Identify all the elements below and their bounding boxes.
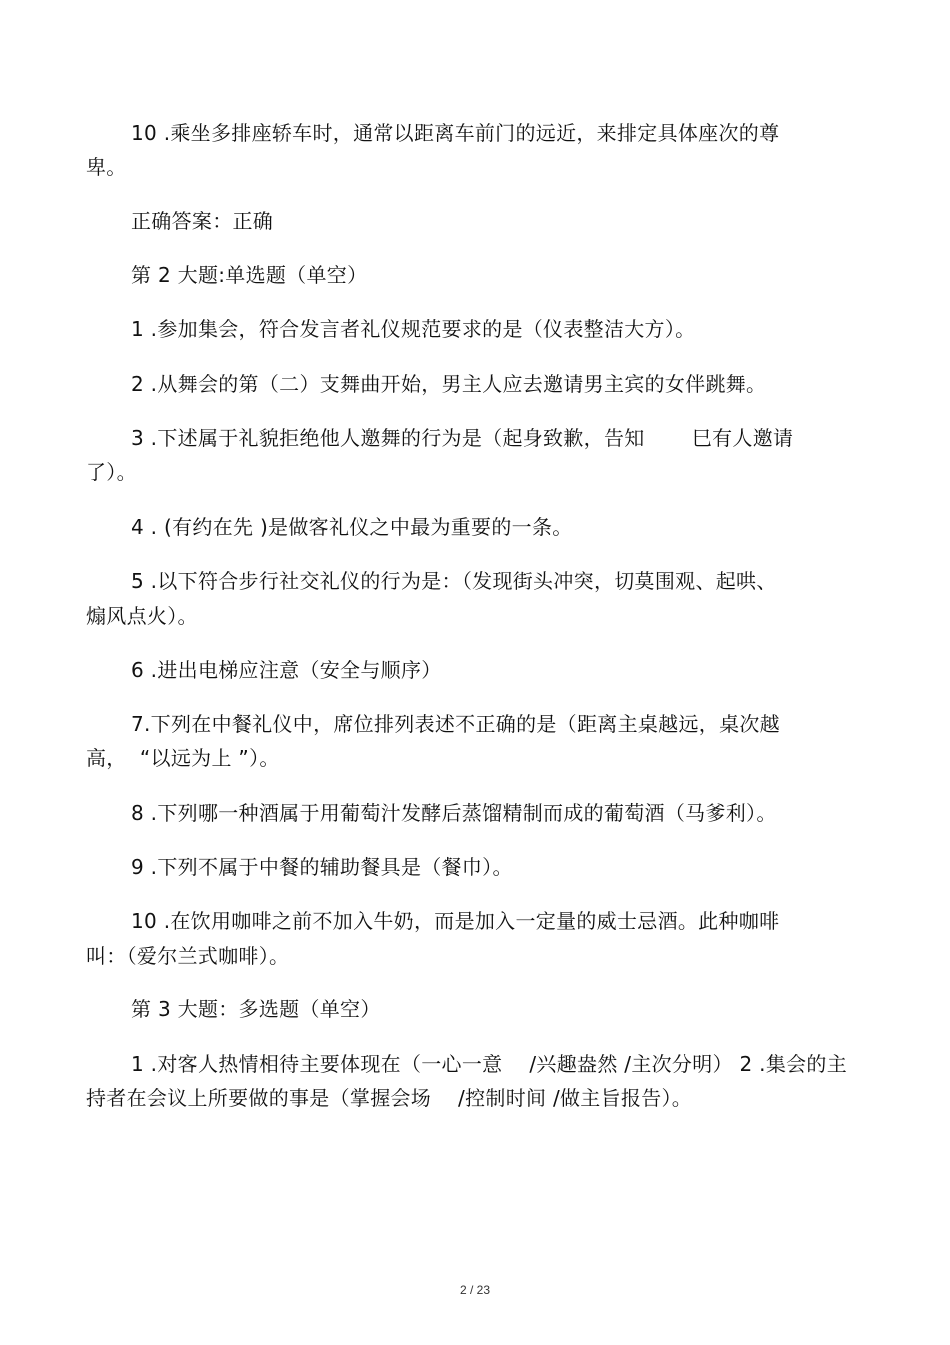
multi-choice-line-2: 持者在会议上所要做的事是（掌握会场 /控制时间 /做主旨报告）。 — [86, 1086, 693, 1110]
single-choice-9: 9 .下列不属于中餐的辅助餐具是（餐巾）。 — [131, 855, 513, 879]
section-2-heading: 第 2 大题:单选题（单空） — [131, 263, 368, 287]
single-choice-6: 6 .进出电梯应注意（安全与顺序） — [131, 658, 442, 682]
question-10-line-1: 10 .乘坐多排座轿车时，通常以距离车前门的远近，来排定具体座次的尊 — [131, 121, 780, 145]
single-choice-10-line-2: 叫：（爱尔兰式咖啡）。 — [86, 944, 290, 968]
single-choice-2: 2 .从舞会的第（二）支舞曲开始，男主人应去邀请男主宾的女伴跳舞。 — [131, 372, 767, 396]
single-choice-4: 4 . (有约在先 )是做客礼仪之中最为重要的一条。 — [131, 515, 573, 539]
single-choice-5-line-2: 煽风点火）。 — [86, 604, 198, 628]
single-choice-7-line-1: 7.下列在中餐礼仪中，席位排列表述不正确的是（距离主桌越远，桌次越 — [131, 712, 780, 736]
page-indicator: 2 / 23 — [459, 1283, 491, 1297]
single-choice-3-line-1: 3 .下述属于礼貌拒绝他人邀舞的行为是（起身致歉，告知 巳有人邀请 — [131, 426, 794, 450]
single-choice-1: 1 .参加集会，符合发言者礼仪规范要求的是（仪表整洁大方）。 — [131, 317, 696, 341]
single-choice-3-line-2: 了）。 — [86, 460, 137, 484]
single-choice-5-line-1: 5 .以下符合步行社交礼仪的行为是：（发现街头冲突，切莫围观、起哄、 — [131, 569, 777, 593]
single-choice-8: 8 .下列哪一种酒属于用葡萄汁发酵后蒸馏精制而成的葡萄酒（马爹利）。 — [131, 801, 777, 825]
section-3-heading: 第 3 大题：多选题（单空） — [131, 997, 381, 1021]
multi-choice-line-1: 1 .对客人热情相待主要体现在（一心一意 /兴趣盎然 /主次分明） 2 .集会的主 — [131, 1052, 848, 1076]
correct-answer-line: 正确答案：正确 — [131, 209, 274, 233]
question-10-line-2: 卑。 — [86, 155, 127, 179]
single-choice-7-line-2: 高， “以远为上 ”）。 — [86, 746, 280, 770]
single-choice-10-line-1: 10 .在饮用咖啡之前不加入牛奶，而是加入一定量的威士忌酒。此种咖啡 — [131, 909, 780, 933]
